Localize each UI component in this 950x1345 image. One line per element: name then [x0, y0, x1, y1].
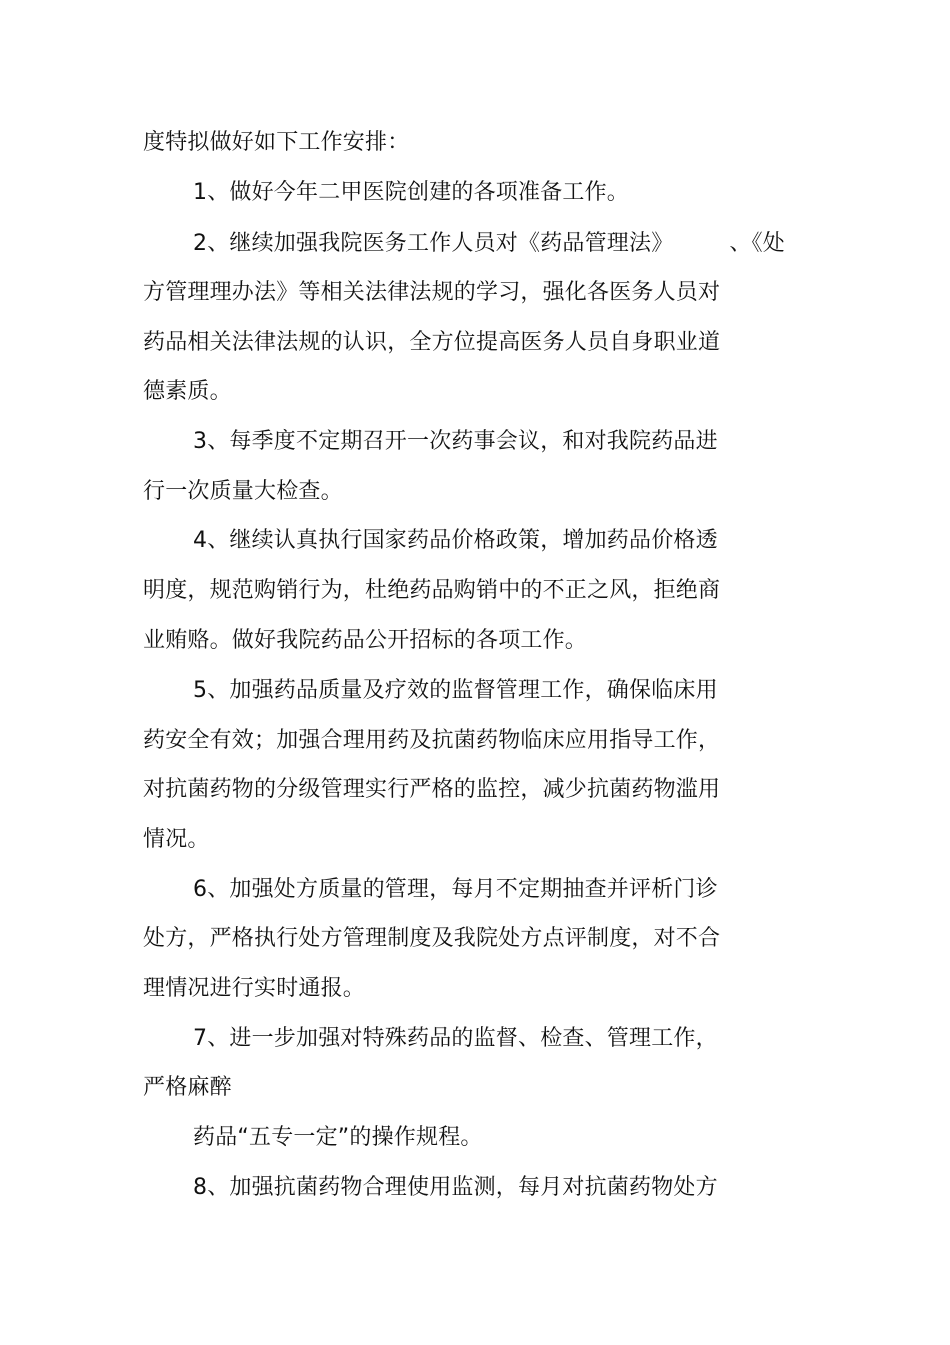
paragraph-line-part: 、《处 — [729, 231, 786, 256]
paragraph-line: 3、每季度不定期召开一次药事会议，和对我院药品进 — [193, 429, 718, 454]
paragraph-line: 8、加强抗菌药物合理使用监测，每月对抗菌药物处方 — [193, 1175, 718, 1200]
paragraph-line: 7、进一步加强对特殊药品的监督、检查、管理工作， — [193, 1026, 718, 1051]
paragraph-line: 行一次质量大检查。 — [143, 479, 343, 504]
paragraph-line: 情况。 — [143, 827, 210, 852]
paragraph-line: 明度，规范购销行为，杜绝药品购销中的不正之风，拒绝商 — [143, 578, 721, 603]
paragraph-line: 6、加强处方质量的管理，每月不定期抽查并评析门诊 — [193, 877, 718, 902]
paragraph-line: 业贿赂。做好我院药品公开招标的各项工作。 — [143, 628, 588, 653]
paragraph-line: 理情况进行实时通报。 — [143, 976, 366, 1001]
paragraph-line: 严格麻醉 — [143, 1075, 232, 1100]
paragraph-line: 药安全有效；加强合理用药及抗菌药物临床应用指导工作， — [143, 728, 721, 753]
paragraph-line: 药品“五专一定”的操作规程。 — [193, 1125, 483, 1150]
paragraph-line-part: 2、继续加强我院医务工作人员对《药品管理法》 — [193, 231, 674, 256]
paragraph-line — [193, 227, 785, 261]
paragraph-line: 5、加强药品质量及疗效的监督管理工作，确保临床用 — [193, 678, 718, 703]
paragraph-line: 1、做好今年二甲医院创建的各项准备工作。 — [193, 180, 629, 205]
paragraph-line: 度特拟做好如下工作安排： — [143, 130, 410, 155]
paragraph-line: 4、继续认真执行国家药品价格政策，增加药品价格透 — [193, 528, 718, 553]
paragraph-line: 对抗菌药物的分级管理实行严格的监控，减少抗菌药物滥用 — [143, 777, 721, 802]
paragraph-line: 处方，严格执行处方管理制度及我院处方点评制度，对不合 — [143, 926, 721, 951]
paragraph-line: 德素质。 — [143, 379, 232, 404]
paragraph-line: 方管理理办法》等相关法律法规的学习，强化各医务人员对 — [143, 280, 721, 305]
paragraph-line: 药品相关法律法规的认识，全方位提高医务人员自身职业道 — [143, 330, 721, 355]
